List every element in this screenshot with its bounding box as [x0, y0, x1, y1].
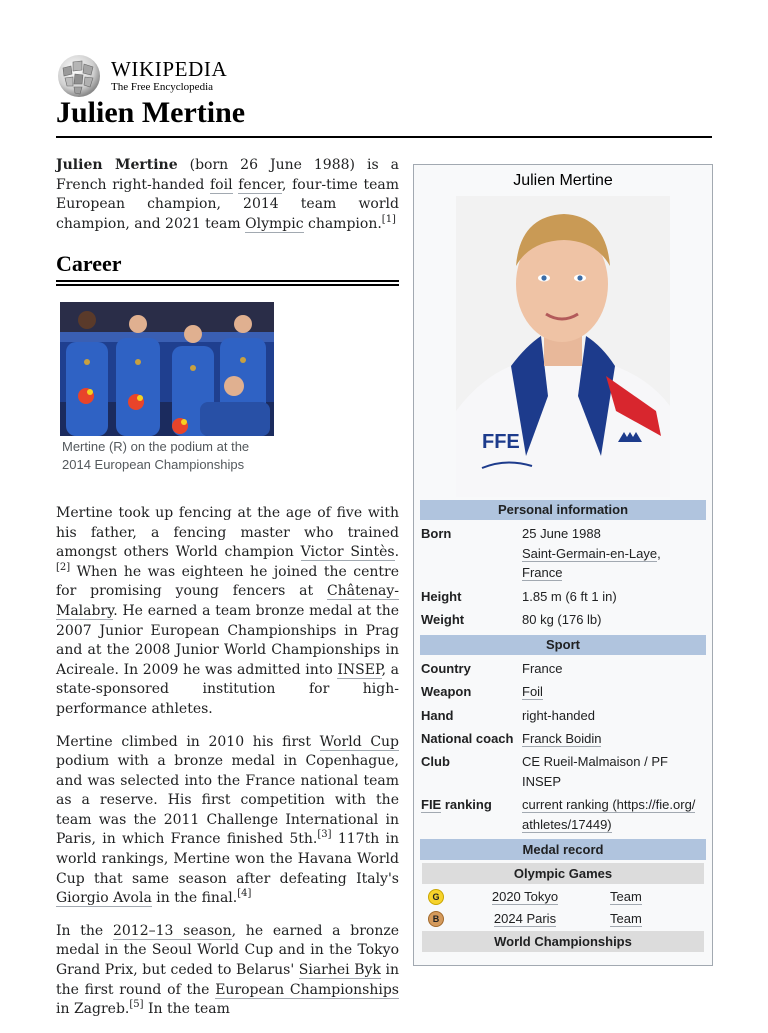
p3-text-4: in Zagreb.: [56, 1001, 130, 1018]
wikipedia-globe-icon: [55, 54, 103, 98]
link-franck-boidin[interactable]: Franck Boidin: [522, 731, 602, 746]
country-value: France: [522, 660, 563, 676]
ref-2[interactable]: [2]: [56, 561, 71, 573]
country-label: Country: [421, 660, 471, 676]
p2-text-3: 117th in world rankings, Mertine won the Havana World Cup that same season after defeating Italy's: [56, 831, 399, 887]
p3-text-1: In the: [56, 922, 113, 939]
career-paragraph-3: [56, 922, 399, 1020]
club-label: Club: [421, 753, 450, 769]
hand-label: Hand: [421, 707, 454, 723]
podium-photo-graphic: [60, 302, 274, 436]
p2-text-2: podium with a bronze medal in Copenhague, and was selected into the France national team as a reserve. His first competition with the team was the 2011 Challenge International in Paris, in which France finished 5th.: [56, 753, 399, 848]
hand-row: [420, 706, 706, 726]
link-giorgio-avola[interactable]: Giorgio Avola: [56, 890, 152, 907]
bronze-medal-icon: B: [428, 911, 444, 927]
intro-text-1: (born 26 June 1988) is a French right-handed: [56, 157, 399, 193]
p1-text-1: Mertine took up fencing at the age of five with his father, a fencing master who trained amongst others World champion: [56, 504, 399, 561]
link-team-paris[interactable]: Team: [610, 911, 642, 926]
site-name: WIKIPEDIA: [111, 57, 228, 81]
born-label: Born: [421, 526, 452, 541]
podium-caption: Mertine (R) on the podium at the 2014 European Championships: [62, 438, 250, 472]
link-weapon-foil[interactable]: Foil: [522, 684, 543, 699]
intro-text-2: , four-time team European champion, 2014 team world champion, and 2021 team: [56, 176, 400, 232]
ref-5[interactable]: [5]: [129, 999, 144, 1011]
height-value: 1.85 m (6 ft 1 in): [522, 588, 617, 604]
personal-info-heading: Personal information: [420, 500, 706, 520]
p3-text-5: In the team: [143, 1001, 230, 1018]
link-fie-ranking-1[interactable]: current ranking (https://fie.org/: [522, 796, 696, 812]
country-row: [420, 659, 706, 679]
height-label: Height: [421, 588, 462, 604]
olympic-games-heading: Olympic Games: [422, 863, 704, 884]
weapon-row: [420, 682, 706, 702]
page-title: Julien Mertine: [56, 96, 246, 129]
intro-paragraph: [56, 156, 399, 234]
wikipedia-logo[interactable]: [55, 54, 227, 98]
coach-label: National coach: [421, 731, 514, 746]
weight-label: Weight: [421, 612, 465, 627]
p1-text-5: , a state-sponsored institution for high-performance athletes.: [56, 661, 400, 717]
link-insep[interactable]: INSEP: [337, 661, 382, 678]
club-value-1: CE Rueil-Malmaison / PF: [522, 753, 668, 769]
link-chatenay-malabry[interactable]: Châtenay-Malabry: [56, 583, 399, 619]
link-foil[interactable]: foil: [209, 176, 233, 193]
p1-text-3: When he was eighteen he joined the centre for promising young fencers at: [56, 563, 399, 600]
podium-figure: [60, 302, 274, 474]
link-european-championships[interactable]: European Championships: [215, 981, 399, 998]
link-saint-germain-en-laye[interactable]: Saint-Germain-en-Laye: [522, 545, 658, 561]
site-tagline: The Free Encyclopedia: [111, 81, 214, 93]
career-paragraph-1: [56, 504, 399, 720]
weight-value: 80 kg (176 lb): [522, 612, 602, 627]
born-date: 25 June 1988: [522, 526, 601, 541]
ref-1[interactable]: [1]: [381, 213, 396, 225]
p2-text-1: Mertine climbed in 2010 his first: [56, 733, 320, 750]
medal-row-olympic-1: [422, 886, 704, 908]
portrait-photo[interactable]: [456, 196, 670, 497]
p3-text-2: , he earned a bronze medal in the Seoul World Cup and in the Tokyo Grand Prix, but ceded to Belarus': [56, 922, 400, 979]
intro-text-3: champion.: [303, 215, 382, 232]
fie-ranking-row: [420, 795, 706, 835]
hand-value: right-handed: [522, 707, 595, 723]
link-fie-ranking-2[interactable]: athletes/17449): [522, 816, 612, 832]
link-2020-tokyo[interactable]: 2020 Tokyo: [491, 889, 559, 904]
link-2024-paris[interactable]: 2024 Paris: [493, 911, 557, 926]
title-divider: [56, 136, 712, 138]
portrait-graphic: [456, 196, 670, 497]
club-row: [420, 752, 706, 793]
fie-label-rest: ranking: [441, 796, 492, 812]
career-heading: Career: [56, 254, 399, 282]
p2-text-4: in the final.: [151, 890, 238, 907]
p1-text-4: . He earned a team bronze medal at the 2007 Junior European Championships in Prag and at the 2008 Junior World Championships in Acireale. In 2009 he was admitted into: [56, 602, 399, 678]
coach-row: [420, 729, 706, 749]
gold-medal-icon: G: [428, 889, 444, 905]
club-value-2: INSEP: [522, 774, 562, 789]
infobox-title: Julien Mertine: [513, 172, 613, 189]
medal-record-heading: Medal record: [420, 839, 706, 860]
weight-row: [420, 610, 706, 630]
born-row: Born 25 June 1988 Saint-Germain-en-Laye, France: [420, 524, 706, 583]
weapon-label: Weapon: [421, 684, 472, 699]
link-fencer[interactable]: fencer: [238, 176, 282, 193]
svg-text:FFE: FFE: [482, 431, 520, 453]
ref-4[interactable]: [4]: [237, 888, 252, 900]
medal-row-olympic-2: [422, 908, 704, 930]
article-body: [56, 156, 399, 1033]
subject-name: Julien Mertine: [56, 157, 178, 173]
p3-text-3: in the first round of the: [56, 962, 399, 998]
ref-3[interactable]: [3]: [317, 829, 332, 841]
height-row: [420, 587, 706, 607]
link-born-france[interactable]: France: [522, 565, 563, 580]
link-2012-13-season[interactable]: 2012–13 season: [112, 922, 232, 939]
link-olympic[interactable]: Olympic: [245, 215, 304, 232]
career-paragraph-2: [56, 733, 399, 909]
infobox: [413, 164, 713, 966]
podium-photo[interactable]: [60, 302, 274, 436]
world-championships-heading: World Championships: [422, 931, 704, 952]
link-victor-sintes[interactable]: Victor Sintès: [300, 544, 395, 561]
p1-text-2: .: [394, 544, 400, 561]
link-fie[interactable]: FIE: [421, 796, 442, 812]
link-team-tokyo[interactable]: Team: [610, 889, 642, 904]
link-siarhei-byk[interactable]: Siarhei Byk: [298, 962, 381, 979]
sport-heading: Sport: [420, 635, 706, 655]
link-world-cup[interactable]: World Cup: [319, 733, 400, 750]
